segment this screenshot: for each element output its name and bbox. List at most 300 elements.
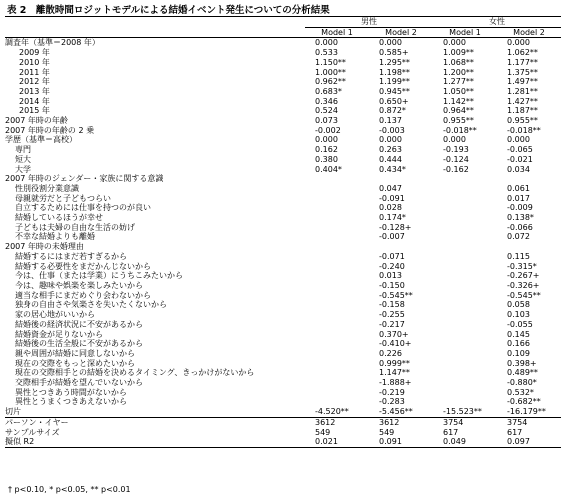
cell-value (497, 87, 561, 97)
coefficient: 0.524 (315, 106, 338, 116)
significance-mark: ** (404, 290, 413, 300)
cell-value (369, 116, 433, 126)
cell-value (305, 58, 369, 68)
cell-value (305, 194, 369, 204)
cell-value (497, 310, 561, 320)
significance-mark: * (529, 213, 534, 223)
significance-mark: ** (537, 407, 546, 417)
cell-value (305, 437, 369, 447)
coefficient: 0.072 (507, 232, 530, 242)
cell-value (497, 38, 561, 48)
cell-value (369, 262, 433, 272)
cell-value (433, 281, 497, 291)
cell-value (497, 106, 561, 116)
cell-value (433, 213, 497, 223)
cell-value (497, 300, 561, 310)
coefficient: 0.166 (507, 339, 530, 349)
cell-value (433, 300, 497, 310)
table-row (5, 223, 561, 233)
row-label: 結婚しているほうが幸せ (15, 213, 103, 223)
significance-mark: + (529, 358, 537, 368)
row-label: 結婚するにはまだ若すぎるから (15, 251, 127, 261)
coefficient: 1.050 (443, 86, 466, 96)
significance-mark: ** (529, 67, 538, 77)
row-label: 2007 年時の年齢 (5, 116, 68, 126)
cell-value (369, 58, 433, 68)
cell-value (433, 126, 497, 136)
cell-value (433, 203, 497, 213)
cell-value (497, 77, 561, 87)
cell-value (369, 281, 433, 291)
row-label: 2009 年 (19, 48, 50, 58)
coefficient: 0.650 (379, 96, 402, 106)
cell-value (433, 397, 497, 407)
table-row (5, 407, 561, 417)
table-row (5, 97, 561, 107)
table-row (5, 437, 561, 447)
cell-value (369, 145, 433, 155)
coefficient: -0.545 (379, 290, 405, 300)
cell-value (497, 437, 561, 447)
row-label: 調査年（基準＝2008 年） (5, 38, 100, 48)
coefficient: 1.295 (379, 57, 402, 67)
cell-value (369, 339, 433, 349)
significance-mark: * (401, 106, 406, 116)
cell-value (433, 252, 497, 262)
significance-mark: + (532, 280, 540, 290)
coefficient: 0.000 (443, 135, 466, 145)
significance-mark: ** (337, 77, 346, 87)
cell-value (369, 184, 433, 194)
coefficient: -16.179 (507, 407, 538, 417)
coefficient: 0.532 (507, 387, 530, 397)
significance-mark: + (404, 222, 412, 232)
significance-mark: ** (529, 77, 538, 87)
coefficient: 0.013 (379, 271, 402, 281)
coefficient: 0.049 (443, 437, 466, 447)
significance-mark: * (401, 164, 406, 174)
row-label: 家の居心地がいいから (15, 310, 95, 320)
row-label: 2015 年 (19, 106, 50, 116)
table-row (5, 194, 561, 204)
cell-value (433, 242, 497, 252)
cell-value (369, 291, 433, 301)
cell-value (433, 320, 497, 330)
table-row (5, 232, 561, 242)
cell-value (305, 320, 369, 330)
coefficient: -0.880 (507, 378, 533, 388)
coefficient: -5.456 (379, 407, 405, 417)
cell-value (305, 262, 369, 272)
cell-value (305, 126, 369, 136)
significance-mark: ** (529, 57, 538, 67)
cell-value (497, 184, 561, 194)
table-row (5, 213, 561, 223)
coefficient: 0.585 (379, 48, 402, 58)
coefficient: -0.018 (507, 125, 533, 135)
cell-value (497, 213, 561, 223)
coefficient: -0.326 (507, 280, 533, 290)
coefficient: -0.018 (443, 125, 469, 135)
cell-value (369, 174, 433, 184)
cell-value (369, 87, 433, 97)
cell-value (305, 417, 369, 427)
cell-value (369, 77, 433, 87)
coefficient: 1.198 (379, 67, 402, 77)
table-row (5, 145, 561, 155)
cell-value (369, 368, 433, 378)
coefficient: 1.187 (507, 106, 530, 116)
significance-mark: ** (473, 407, 482, 417)
coefficient: -4.520 (315, 407, 341, 417)
coefficient: -0.055 (507, 319, 533, 329)
coefficient: 0.047 (379, 183, 402, 193)
cell-value (497, 349, 561, 359)
cell-value (497, 359, 561, 369)
cell-value (369, 48, 433, 58)
coefficient: 0.034 (507, 164, 530, 174)
row-label: 今は、仕事（または学業）にうちこみたいから (15, 271, 183, 281)
significance-mark: ** (401, 57, 410, 67)
table-row (5, 155, 561, 165)
cell-value (433, 106, 497, 116)
coefficient: 0.000 (315, 38, 338, 48)
row-label: 擬似 R2 (5, 437, 305, 447)
table-row (5, 252, 561, 262)
coefficient: 0.962 (315, 77, 338, 87)
cell-value (497, 155, 561, 165)
cell-value (305, 165, 369, 175)
cell-value (369, 417, 433, 427)
coefficient: 1.147 (379, 368, 402, 378)
cell-value (369, 203, 433, 213)
coefficient: 0.137 (379, 116, 402, 126)
coefficient: 0.097 (507, 437, 530, 447)
table-row (5, 165, 561, 175)
row-label: 2014 年 (19, 96, 50, 106)
cell-value (305, 300, 369, 310)
coefficient: -0.267 (507, 271, 533, 281)
coefficient: 0.683 (315, 86, 338, 96)
row-label: 現在の交際相手との結婚を決めるタイミング、きっかけがないから (15, 368, 255, 378)
coefficient: 1.497 (507, 77, 530, 87)
table-row (5, 388, 561, 398)
significance-mark: ** (532, 125, 541, 135)
row-label: 2007 年時のジェンダー・家族に関する意識 (5, 174, 164, 184)
row-label: 独身の自由さや気楽さを失いたくないから (15, 300, 167, 310)
coefficient: -0.158 (379, 300, 405, 310)
coefficient: -0.021 (507, 154, 533, 164)
significance-mark: + (532, 271, 540, 281)
cell-value (433, 155, 497, 165)
cell-value (497, 320, 561, 330)
significance-mark: + (404, 339, 412, 349)
table-title: 表 2 離散時間ロジットモデルによる結婚イベント発生についての分析結果 (7, 5, 330, 16)
header-group-female: 女性 (433, 17, 561, 28)
cell-value (497, 291, 561, 301)
coefficient: 0.380 (315, 154, 338, 164)
significance-mark: ** (465, 96, 474, 106)
table-row (5, 38, 561, 48)
cell-value (497, 368, 561, 378)
cell-value (305, 281, 369, 291)
row-label: 2007 年時の未婚理由 (5, 242, 84, 252)
cell-value (305, 339, 369, 349)
table-row (5, 428, 561, 438)
cell-value (433, 165, 497, 175)
cell-value (305, 368, 369, 378)
coefficient: 0.017 (507, 193, 530, 203)
coefficient: 1.427 (507, 96, 530, 106)
cell-value (433, 116, 497, 126)
coefficient: -0.124 (443, 154, 469, 164)
coefficient: 3612 (315, 417, 336, 427)
cell-value (433, 310, 497, 320)
coefficient: 1.000 (315, 67, 338, 77)
cell-value (433, 48, 497, 58)
coefficient: 1.199 (379, 77, 402, 87)
coefficient: -0.065 (507, 145, 533, 155)
cell-value (497, 242, 561, 252)
coefficient: 0.000 (379, 135, 402, 145)
cell-value (305, 184, 369, 194)
coefficient: 0.174 (379, 213, 402, 223)
cell-value (497, 417, 561, 427)
cell-value (433, 262, 497, 272)
coefficient: 0.404 (315, 164, 338, 174)
table-row (5, 116, 561, 126)
coefficient: -0.066 (507, 222, 533, 232)
cell-value (497, 262, 561, 272)
coefficient: 0.955 (507, 116, 530, 126)
coefficient: 0.346 (315, 96, 338, 106)
cell-value (433, 271, 497, 281)
cell-value (305, 145, 369, 155)
coefficient: -0.283 (379, 397, 405, 407)
significance-mark: ** (465, 48, 474, 58)
cell-value (433, 194, 497, 204)
table-row (5, 291, 561, 301)
coefficient: 0.872 (379, 106, 402, 116)
coefficient: 1.200 (443, 67, 466, 77)
cell-value (433, 145, 497, 155)
cell-value (497, 165, 561, 175)
table-row (5, 349, 561, 359)
significance-note: † p<0.10, * p<0.05, ** p<0.01 (8, 485, 131, 494)
coefficient: 617 (443, 427, 459, 437)
coefficient: 1.150 (315, 57, 338, 67)
cell-value (305, 38, 369, 48)
significance-mark: ** (529, 48, 538, 58)
coefficient: -15.523 (443, 407, 474, 417)
table-row (5, 135, 561, 145)
cell-value (433, 388, 497, 398)
significance-mark: ** (529, 368, 538, 378)
cell-value (433, 349, 497, 359)
coefficient: 3754 (507, 417, 528, 427)
cell-value (497, 203, 561, 213)
significance-mark: + (401, 329, 409, 339)
significance-mark: ** (465, 86, 474, 96)
cell-value (369, 407, 433, 417)
cell-value (305, 388, 369, 398)
cell-value (433, 58, 497, 68)
header-model: Model 1 (433, 27, 497, 38)
significance-mark: ** (337, 57, 346, 67)
row-label: 専門 (15, 145, 31, 155)
significance-mark: ** (340, 407, 349, 417)
cell-value (305, 310, 369, 320)
row-label: 2010 年 (19, 57, 50, 67)
significance-mark: ** (401, 368, 410, 378)
coefficient: 3754 (443, 417, 464, 427)
coefficient: 0.091 (379, 437, 402, 447)
cell-value (369, 97, 433, 107)
cell-value (305, 407, 369, 417)
cell-value (497, 223, 561, 233)
cell-value (369, 126, 433, 136)
cell-value (369, 300, 433, 310)
row-label: サンプルサイズ (5, 427, 60, 437)
significance-mark: ** (465, 67, 474, 77)
cell-value (305, 359, 369, 369)
coefficient: 0.073 (315, 116, 338, 126)
cell-value (369, 68, 433, 78)
cell-value (497, 428, 561, 438)
cell-value (497, 252, 561, 262)
coefficient: 549 (379, 427, 395, 437)
cell-value (305, 349, 369, 359)
cell-value (305, 223, 369, 233)
table-row (5, 58, 561, 68)
cell-value (497, 145, 561, 155)
coefficient: 1.068 (443, 57, 466, 67)
row-label: 結婚資金が足りないから (15, 329, 103, 339)
cell-value (433, 77, 497, 87)
cell-value (305, 252, 369, 262)
coefficient: -0.091 (379, 193, 405, 203)
table-row (5, 359, 561, 369)
coefficient: 0.226 (379, 348, 402, 358)
row-label: 自立するためには仕事を持つのが良い (15, 203, 151, 213)
coefficient: 0.058 (507, 300, 530, 310)
header-model-row (5, 27, 561, 38)
coefficient: 0.489 (507, 368, 530, 378)
cell-value (305, 213, 369, 223)
cell-value (369, 388, 433, 398)
cell-value (433, 407, 497, 417)
table-row (5, 87, 561, 97)
coefficient: 1.281 (507, 86, 530, 96)
header-group-row (5, 17, 561, 28)
coefficient: 0.434 (379, 164, 402, 174)
cell-value (369, 252, 433, 262)
coefficient: -0.071 (379, 251, 405, 261)
table-row (5, 106, 561, 116)
coefficient: -0.162 (443, 164, 469, 174)
coefficient: 0.533 (315, 48, 338, 58)
cell-value (497, 135, 561, 145)
cell-value (369, 437, 433, 447)
cell-value (369, 320, 433, 330)
row-label: 2013 年 (19, 86, 50, 96)
cell-value (369, 38, 433, 48)
cell-value (305, 77, 369, 87)
significance-mark: ** (465, 116, 474, 126)
cell-value (369, 106, 433, 116)
table-row (5, 310, 561, 320)
significance-mark: * (401, 213, 406, 223)
significance-mark: ** (529, 86, 538, 96)
coefficient: 1.177 (507, 57, 530, 67)
significance-mark: ** (401, 77, 410, 87)
significance-mark: * (337, 86, 342, 96)
row-label: 親や周囲が結婚に同意しないから (15, 348, 135, 358)
cell-value (497, 68, 561, 78)
table-row (5, 174, 561, 184)
row-label: 今は、趣味や娯楽を楽しみたいから (15, 280, 143, 290)
table-row (5, 271, 561, 281)
significance-mark: * (337, 164, 342, 174)
coefficient: 549 (315, 427, 331, 437)
row-label: 適当な相手にまだめぐり会わないから (15, 290, 151, 300)
coefficient: -0.682 (507, 397, 533, 407)
cell-value (369, 242, 433, 252)
cell-value (305, 174, 369, 184)
coefficient: 0.000 (507, 135, 530, 145)
table-row (5, 300, 561, 310)
table-row (5, 417, 561, 427)
coefficient: 1.062 (507, 48, 530, 58)
cell-value (497, 388, 561, 398)
cell-value (369, 271, 433, 281)
row-label: 性別役割分業意識 (15, 183, 79, 193)
cell-value (497, 339, 561, 349)
significance-mark: ** (532, 290, 541, 300)
cell-value (369, 135, 433, 145)
significance-mark: + (401, 48, 409, 58)
cell-value (305, 155, 369, 165)
cell-value (497, 126, 561, 136)
coefficient: -0.003 (379, 125, 405, 135)
cell-value (497, 397, 561, 407)
cell-value (369, 213, 433, 223)
significance-mark: ** (337, 67, 346, 77)
significance-mark: * (532, 261, 537, 271)
coefficient: 1.277 (443, 77, 466, 87)
cell-value (497, 232, 561, 242)
coefficient: 0.000 (443, 38, 466, 48)
table-row (5, 281, 561, 291)
cell-value (433, 339, 497, 349)
coefficient: -0.545 (507, 290, 533, 300)
row-label: 切片 (5, 407, 305, 417)
coefficient: 0.103 (507, 310, 530, 320)
header-model: Model 1 (305, 27, 369, 38)
coefficient: -1.888 (379, 378, 405, 388)
cell-value (433, 428, 497, 438)
coefficient: 0.145 (507, 329, 530, 339)
table-row (5, 330, 561, 340)
coefficient: 0.955 (443, 116, 466, 126)
cell-value (433, 87, 497, 97)
results-table (5, 16, 561, 448)
significance-mark: * (532, 378, 537, 388)
coefficient: 0.000 (315, 135, 338, 145)
cell-value (433, 38, 497, 48)
row-label: 2012 年 (19, 77, 50, 87)
significance-mark: ** (465, 57, 474, 67)
